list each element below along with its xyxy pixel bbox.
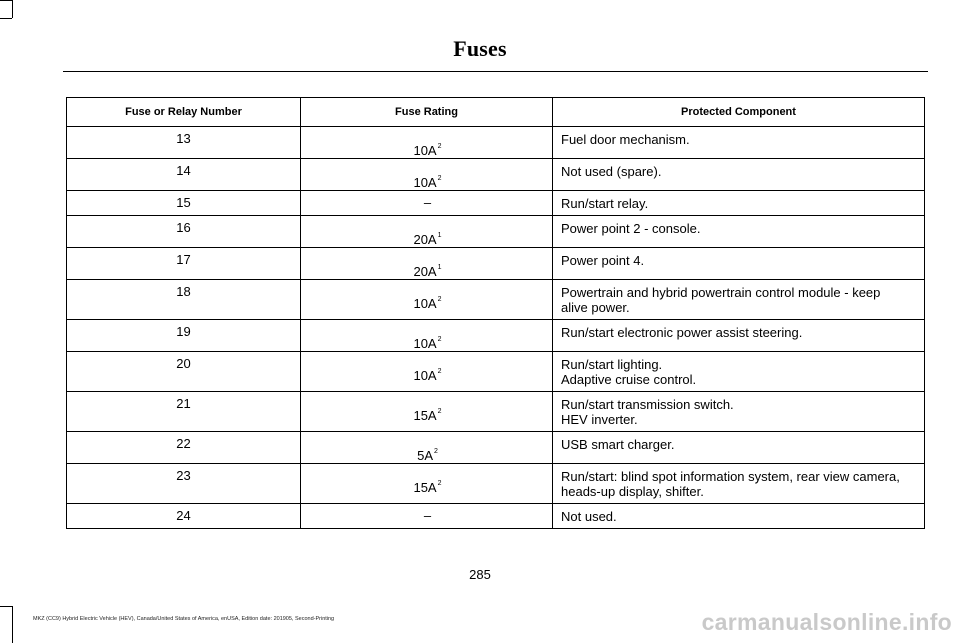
footnote-marker: 2 (437, 336, 442, 343)
footnote-marker: 2 (437, 368, 442, 375)
fuse-number: 14 (176, 163, 191, 178)
fuse-rating-cell (301, 159, 553, 191)
fuse-number-cell (67, 464, 301, 504)
fuse-rating-value: 10A (413, 296, 437, 311)
fuse-rating-value: 15A (413, 408, 437, 423)
fuse-rating (301, 216, 552, 247)
table-row (67, 464, 925, 504)
fuse-rating-cell (301, 280, 553, 320)
footnote-marker: 2 (437, 175, 442, 182)
fuse-rating-cell (301, 216, 553, 248)
protected-component-cell (553, 320, 925, 352)
table-row (67, 216, 925, 248)
footnote-marker: 2 (437, 408, 442, 415)
fuse-rating-cell (301, 127, 553, 159)
protected-component-line: heads-up display, shifter. (561, 484, 704, 499)
fuse-rating-cell (301, 432, 553, 464)
footnote-marker: 2 (434, 448, 438, 455)
title-divider (63, 71, 928, 72)
footnote-marker: 1 (437, 232, 442, 239)
fuse-rating-value: 20A (413, 232, 437, 247)
fuse-rating (301, 127, 552, 158)
fuse-rating-cell (301, 191, 553, 216)
fuse-rating (301, 159, 552, 190)
protected-component-cell (553, 191, 925, 216)
fuse-number-cell (67, 392, 301, 432)
fuse-rating (301, 392, 552, 423)
fuse-rating-value: 10A (413, 336, 437, 351)
fuse-rating (301, 504, 552, 523)
fuse-rating-cell (301, 248, 553, 280)
footnote-marker: 2 (437, 143, 442, 150)
protected-component-line: alive power. (561, 300, 630, 315)
protected-component-line: Powertrain and hybrid powertrain control module - keep (561, 285, 881, 300)
protected-component-line: Adaptive cruise control. (561, 372, 697, 387)
fuse-number: 19 (176, 324, 191, 339)
table-row (67, 320, 925, 352)
fuse-number: 21 (176, 396, 191, 411)
crop-mark (0, 18, 12, 19)
fuse-rating-cell (301, 392, 553, 432)
fuse-rating-value: 10A (413, 175, 437, 190)
fuse-rating-value: – (423, 195, 432, 210)
protected-component-line: Run/start relay. (561, 196, 649, 211)
footnote-marker: 2 (437, 296, 442, 303)
fuse-rating-cell (301, 320, 553, 352)
protected-component-cell (553, 159, 925, 191)
protected-component-line: Run/start transmission switch. (561, 397, 734, 412)
fuse-number-cell (67, 320, 301, 352)
fuse-table (66, 97, 925, 529)
fuse-rating (301, 280, 552, 311)
protected-component-line: HEV inverter. (561, 412, 638, 427)
page-number: 285 (469, 567, 491, 582)
crop-mark (0, 606, 12, 607)
protected-component-line: Fuel door mechanism. (561, 132, 690, 147)
fuse-number-cell (67, 280, 301, 320)
fuse-number-cell (67, 216, 301, 248)
edition-footer: MKZ (CC9) Hybrid Electric Vehicle (HEV), Canada/United States of America, enUSA, Edition date: 201905, Second-Printing (33, 616, 335, 622)
fuse-number-cell (67, 352, 301, 392)
fuse-rating-value: 10A (413, 143, 437, 158)
page-title: Fuses (453, 36, 507, 61)
fuse-number-cell (67, 248, 301, 280)
fuse-number-cell (67, 127, 301, 159)
protected-component-line: Not used. (561, 509, 617, 524)
crop-mark (12, 0, 13, 18)
protected-component-cell (553, 464, 925, 504)
fuse-rating-value: 10A (413, 368, 437, 383)
protected-component-line: Power point 4. (561, 253, 645, 268)
fuse-rating (301, 464, 552, 495)
fuse-rating-value: 20A (413, 264, 437, 279)
fuse-number: 13 (176, 131, 191, 146)
protected-component-cell (553, 504, 925, 529)
table-row (67, 504, 925, 529)
fuse-rating (301, 248, 552, 279)
crop-mark (12, 606, 13, 643)
fuse-number: 23 (176, 468, 191, 483)
crop-mark (0, 0, 12, 1)
protected-component-line: USB smart charger. (561, 437, 675, 452)
fuse-rating (301, 432, 552, 463)
protected-component-line: Power point 2 - console. (561, 221, 701, 236)
fuse-rating-cell (301, 504, 553, 529)
protected-component-line: Not used (spare). (561, 164, 662, 179)
fuse-number: 24 (176, 508, 191, 523)
fuse-number: 20 (176, 356, 191, 371)
table-header-row (67, 98, 925, 127)
fuse-rating-value: – (423, 508, 432, 523)
fuse-number: 16 (176, 220, 191, 235)
table-row (67, 432, 925, 464)
table-row (67, 127, 925, 159)
protected-component-cell (553, 352, 925, 392)
column-header-fuse-number: Fuse or Relay Number (67, 98, 301, 127)
protected-component-line: Run/start: blind spot information system, rear view camera, (561, 469, 900, 484)
fuse-rating-value: 15A (413, 480, 437, 495)
fuse-number-cell (67, 504, 301, 529)
fuse-number: 17 (176, 252, 191, 267)
fuse-number: 15 (176, 195, 191, 210)
column-header-fuse-rating: Fuse Rating (301, 98, 553, 127)
protected-component-cell (553, 432, 925, 464)
fuse-table-body (67, 127, 925, 529)
fuse-number-cell (67, 159, 301, 191)
table-row (67, 280, 925, 320)
watermark: carmanualsonline.info (701, 609, 952, 635)
fuse-rating-cell (301, 352, 553, 392)
table-row (67, 191, 925, 216)
protected-component-line: Run/start electronic power assist steering. (561, 325, 803, 340)
table-row (67, 352, 925, 392)
fuse-rating-cell (301, 464, 553, 504)
protected-component-cell (553, 127, 925, 159)
fuse-number-cell (67, 432, 301, 464)
fuse-rating-value: 5A (417, 448, 433, 463)
table-row (67, 248, 925, 280)
protected-component-line: Run/start lighting. (561, 357, 663, 372)
fuse-rating (301, 352, 552, 383)
footnote-marker: 1 (437, 264, 442, 271)
fuse-rating (301, 191, 552, 210)
footnote-marker: 2 (437, 480, 442, 487)
fuse-number: 18 (176, 284, 191, 299)
column-header-protected-component: Protected Component (553, 98, 925, 127)
protected-component-cell (553, 392, 925, 432)
protected-component-cell (553, 248, 925, 280)
fuse-rating (301, 320, 552, 351)
fuse-number: 22 (176, 436, 191, 451)
table-row (67, 159, 925, 191)
fuse-number-cell (67, 191, 301, 216)
protected-component-cell (553, 280, 925, 320)
protected-component-cell (553, 216, 925, 248)
table-row (67, 392, 925, 432)
